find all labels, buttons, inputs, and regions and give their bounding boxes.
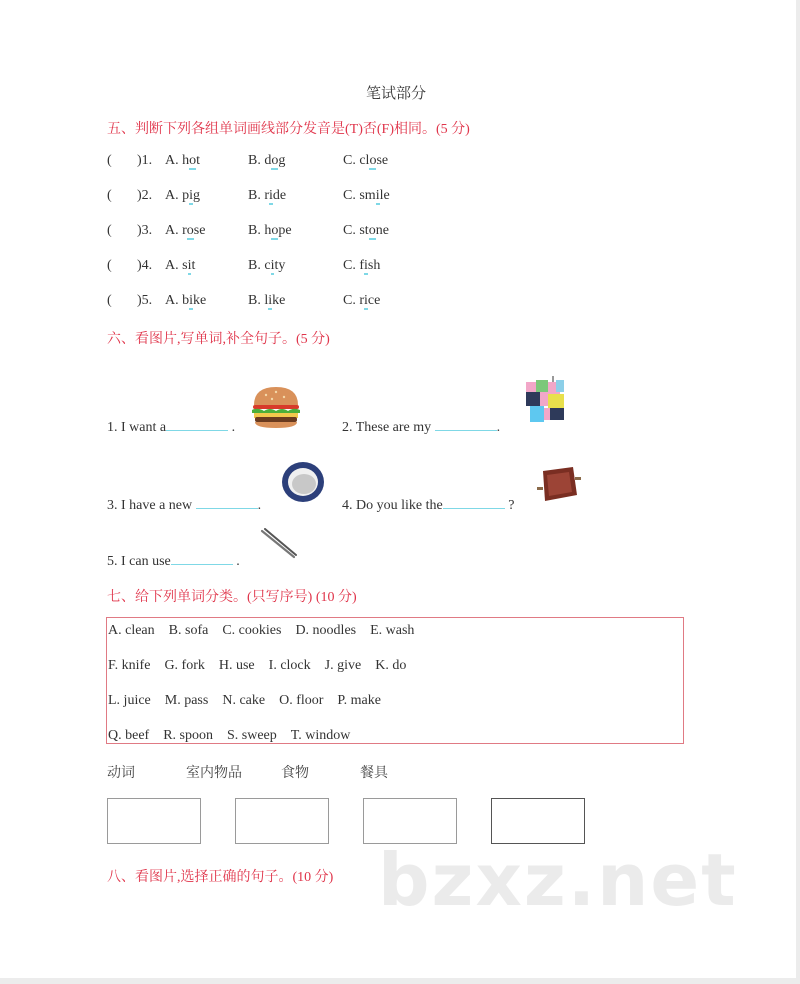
underlined-letters: o xyxy=(271,223,279,238)
option-a xyxy=(165,188,200,204)
word-option: R. spoon xyxy=(163,728,213,743)
table-icon xyxy=(535,465,583,503)
word-option: S. sweep xyxy=(227,728,277,743)
word-row xyxy=(108,693,395,709)
page-edge xyxy=(796,0,800,984)
fill-item-1 xyxy=(107,416,235,436)
page-title: 笔试部分 xyxy=(366,86,427,102)
fill-item-text: 4. Do you like the xyxy=(342,498,443,513)
word-part: A. b xyxy=(165,293,190,308)
underlined-letters: o xyxy=(189,153,197,168)
word-option: K. do xyxy=(375,658,407,673)
tape-icon xyxy=(280,460,326,504)
fill-item-text: 3. I have a new xyxy=(107,498,193,513)
word-row xyxy=(108,728,364,744)
word-option: G. fork xyxy=(164,658,205,673)
word-part: ( xyxy=(107,293,112,308)
answer-blank[interactable] xyxy=(435,416,497,431)
word-part: )4. xyxy=(137,258,153,273)
underlined-letters: i xyxy=(364,293,368,308)
option-a xyxy=(165,223,205,239)
underlined-letters: o xyxy=(186,223,194,238)
option-a xyxy=(165,153,200,169)
answer-blank[interactable] xyxy=(443,494,505,509)
underlined-letters: i xyxy=(270,258,275,273)
chopsticks-icon xyxy=(258,528,298,562)
word-part: )2. xyxy=(137,188,153,203)
section-5-heading: 五、判断下列各组单词画线部分发音是(T)否(F)相同。(5 分) xyxy=(107,122,470,137)
punctuation: . xyxy=(496,420,501,435)
clothes-icon xyxy=(522,376,568,426)
underlined-letters: i xyxy=(269,188,273,203)
underlined-letters: o xyxy=(368,223,376,238)
word-option: E. wash xyxy=(370,623,415,638)
word-part: t xyxy=(191,258,196,273)
answer-box-verbs[interactable] xyxy=(107,798,201,844)
category-label-verbs: 动词 xyxy=(107,765,135,781)
answer-paren[interactable] xyxy=(107,188,112,204)
word-option: I. clock xyxy=(268,658,311,673)
answer-paren[interactable] xyxy=(107,258,112,274)
fill-item-4 xyxy=(342,494,514,514)
word-option: T. window xyxy=(290,728,351,743)
word-part: ne xyxy=(375,223,389,238)
word-part: sh xyxy=(367,258,381,273)
word-part: A. h xyxy=(165,153,190,168)
question-number xyxy=(137,188,152,204)
underlined-letters: i xyxy=(189,293,194,308)
watermark: bzxz.net xyxy=(378,838,738,922)
option-c xyxy=(343,293,380,309)
word-part: B. d xyxy=(248,153,272,168)
option-a xyxy=(165,293,206,309)
answer-paren[interactable] xyxy=(107,223,112,239)
fill-item-3 xyxy=(107,494,261,514)
question-number xyxy=(137,223,152,239)
answer-paren[interactable] xyxy=(107,153,112,169)
word-part: C. cl xyxy=(343,153,370,168)
word-part: ce xyxy=(367,293,381,308)
fill-item-2 xyxy=(342,416,500,436)
word-bank-box xyxy=(106,617,684,744)
word-part: B. h xyxy=(248,223,272,238)
fill-item-text: 1. I want a xyxy=(107,420,167,435)
word-option: J. give xyxy=(324,658,362,673)
category-label-food: 食物 xyxy=(281,765,309,781)
word-part: C. f xyxy=(343,258,364,273)
word-part: t xyxy=(196,153,201,168)
word-part: se xyxy=(193,223,206,238)
word-part: pe xyxy=(278,223,292,238)
word-part: )3. xyxy=(137,223,153,238)
answer-blank[interactable] xyxy=(196,494,258,509)
section-7-heading: 七、给下列单词分类。(只写序号) (10 分) xyxy=(107,590,357,605)
word-part: ( xyxy=(107,223,112,238)
word-part: ke xyxy=(272,293,286,308)
word-part: ke xyxy=(193,293,207,308)
section-6-heading: 六、看图片,写单词,补全句子。(5 分) xyxy=(107,332,330,347)
word-option: L. juice xyxy=(108,693,151,708)
word-row xyxy=(108,623,428,639)
underlined-letters: o xyxy=(369,153,377,168)
word-part: ( xyxy=(107,153,112,168)
word-part: de xyxy=(272,188,287,203)
word-option: O. floor xyxy=(279,693,324,708)
word-part: C. r xyxy=(343,293,364,308)
word-part: se xyxy=(376,153,389,168)
punctuation: . xyxy=(257,498,262,513)
option-c xyxy=(343,153,388,169)
word-part: C. sm xyxy=(343,188,376,203)
fill-item-text: 2. These are my xyxy=(342,420,432,435)
underlined-letters: i xyxy=(364,258,368,273)
answer-box-indoor-items[interactable] xyxy=(235,798,329,844)
word-option: M. pass xyxy=(164,693,209,708)
word-part: C. st xyxy=(343,223,369,238)
answer-blank[interactable] xyxy=(171,550,233,565)
word-option: D. noodles xyxy=(295,623,357,638)
word-option: C. cookies xyxy=(222,623,282,638)
answer-blank[interactable] xyxy=(166,416,228,431)
underlined-letters: i xyxy=(187,258,192,273)
word-part: ( xyxy=(107,188,112,203)
option-b xyxy=(248,153,285,169)
fill-item-5 xyxy=(107,550,240,570)
word-part: B. r xyxy=(248,188,269,203)
word-part: )5. xyxy=(137,293,153,308)
word-part: )1. xyxy=(137,153,153,168)
word-part: ( xyxy=(107,258,112,273)
word-part: A. r xyxy=(165,223,187,238)
word-part: A. s xyxy=(165,258,188,273)
word-option: N. cake xyxy=(222,693,266,708)
option-b xyxy=(248,188,286,204)
option-b xyxy=(248,258,285,274)
word-part: g xyxy=(278,153,286,168)
word-option: B. sofa xyxy=(168,623,209,638)
option-c xyxy=(343,258,380,274)
word-option: F. knife xyxy=(108,658,151,673)
word-option: Q. beef xyxy=(108,728,150,743)
word-option: A. clean xyxy=(108,623,155,638)
punctuation: . xyxy=(236,554,240,569)
option-c xyxy=(343,188,390,204)
hamburger-icon xyxy=(250,385,302,429)
word-part: le xyxy=(379,188,390,203)
page-edge xyxy=(0,978,800,984)
underlined-letters: i xyxy=(268,293,273,308)
underlined-letters: i xyxy=(189,188,194,203)
question-number xyxy=(137,153,152,169)
question-number xyxy=(137,258,152,274)
section-8-heading: 八、看图片,选择正确的句子。(10 分) xyxy=(107,870,334,885)
punctuation: ? xyxy=(508,498,515,513)
question-number xyxy=(137,293,152,309)
category-label-indoor-items: 室内物品 xyxy=(186,765,242,781)
word-part: B. l xyxy=(248,293,269,308)
word-option: H. use xyxy=(218,658,255,673)
option-b xyxy=(248,223,292,239)
fill-item-text: 5. I can use xyxy=(107,554,171,569)
word-option: P. make xyxy=(337,693,381,708)
word-part: g xyxy=(193,188,201,203)
word-row xyxy=(108,658,420,674)
underlined-letters: o xyxy=(271,153,279,168)
word-part: B. c xyxy=(248,258,271,273)
option-a xyxy=(165,258,195,274)
option-b xyxy=(248,293,285,309)
underlined-letters: i xyxy=(375,188,380,203)
word-part: A. p xyxy=(165,188,190,203)
answer-paren[interactable] xyxy=(107,293,112,309)
punctuation: . xyxy=(231,420,236,435)
option-c xyxy=(343,223,389,239)
category-label-tableware: 餐具 xyxy=(360,765,388,781)
word-part: ty xyxy=(274,258,286,273)
